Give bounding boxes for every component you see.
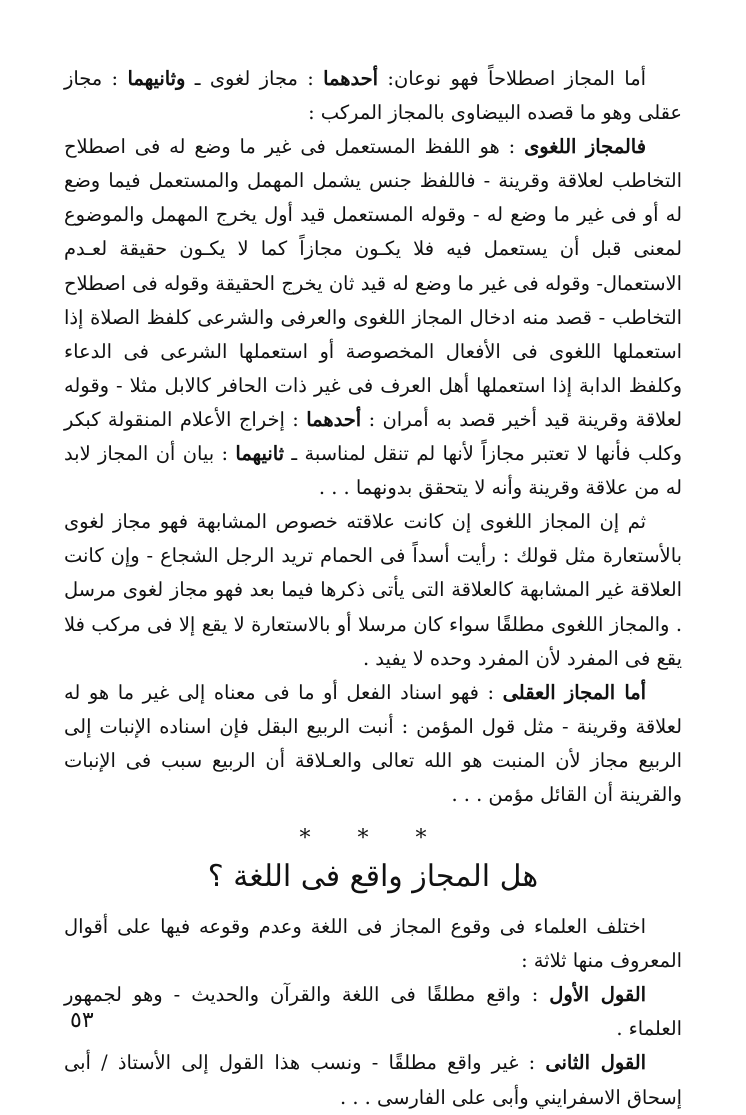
paragraph-first-opinion <box>64 978 682 1046</box>
paragraph-intro <box>64 62 682 130</box>
metaphor-types-text: ثم إن المجاز اللغوى إن كانت علاقته خصوص المشابهة فهو مجاز لغوى بالأستعارة مثل قولك : رأيت أسداً فى الحمام تريد الرجل الشجاع - وإن كانت العلاقة غير المشابهة كالعلاقة التى يأتى ذكرها فيما بعد فهو مجاز لغوى مرسل . والمجاز اللغوى مطلقًا سواء كان مرسلا أو بالاستعارة لا يقع إلا فى مركب فلا يقع فى المفرد لأن المفرد وحده لا يفيد . <box>64 510 682 670</box>
term-rational-metaphor: أما المجاز العقلى <box>502 680 646 704</box>
paragraph-scholars-disagreement <box>64 910 682 978</box>
section-heading: هل المجاز واقع فى اللغة ؟ <box>207 859 539 895</box>
term-second: وثانيهما <box>127 67 186 90</box>
second-opinion-text: : غير واقع مطلقًا - ونسب هذا القول إلى الأستاذ / أبى إسحاق الاسفرايني وأبى على الفارسى . . . <box>64 1051 682 1109</box>
paragraph-linguistic-metaphor <box>64 130 682 505</box>
linguistic-definition-text: : هو اللفظ المستعمل فى غير ما وضع له فى اصطلاح التخاطب لعلاقة وقرينة - فاللفظ جنس يشمل المهمل والمستعمل فيما وضع له أو فى غير ما وضع له - وقوله المستعمل قيد أول يخرج المهمل والموضوع لمعنى قبل أن يستعمل فيه فلا يكـون مجازاً كما لا يكـون حقيقة لعـدم الاستعمال- وقوله فى غير ما وضع له قيد ثان يخرج الحقيقة وقوله فى اصطلاح التخاطب - قصد منه ادخال المجاز اللغوى والعرفى والشرعى كلفظ الصلاة إذا استعملها اللغوى فى الأفعال المخصوصة أو استعملها الشرعى فى الدعاء وكلفظ الدابة إذا استعملها أهل العرف فى غير ذات الحافر كالابل مثلا - وقوله لعلاقة وقرينة قيد أخير قصد به أمران : <box>64 135 682 431</box>
paragraph-second-opinion <box>64 1046 682 1114</box>
first-opinion-text: : واقع مطلقًا فى اللغة والقرآن والحديث - وهو لجمهور العلماء . <box>64 983 682 1041</box>
term-first-matter: أحدهما <box>306 407 362 431</box>
paragraph-rational-metaphor <box>64 676 682 812</box>
intro-text-2: : مجاز لغوى ـ <box>185 67 324 90</box>
paragraph-metaphor-types <box>64 505 682 675</box>
disagreement-text: اختلف العلماء فى وقوع المجاز فى اللغة وعدم وقوعه فيها على أقوال المعروف منها ثلاثة : <box>64 915 682 973</box>
intro-text: أما المجاز اصطلاحاً فهو نوعان: <box>378 67 646 90</box>
first-matter-text: : إخراج الأعلام المنقولة كبكر وكلب فأنها لا تعتبر مجازاً لأنها لم تنقل لمناسبة ـ <box>64 407 682 466</box>
second-matter-text: : بيان أن المجاز لابد له من علاقة وقرينة وأنه لا يتحقق بدونهما . . . <box>64 442 682 500</box>
intro-text-3: : مجاز عقلى وهو ما قصده البيضاوى بالمجاز المركب : <box>64 67 682 125</box>
term-linguistic-metaphor: فالمجاز اللغوى <box>524 135 646 159</box>
term-first: أحدهما <box>323 67 379 90</box>
section-divider-stars: * * * <box>299 826 447 852</box>
term-first-opinion: القول الأول <box>549 983 646 1007</box>
term-second-opinion: القول الثانى <box>545 1051 646 1075</box>
term-second-matter: ثانيهما <box>235 442 285 466</box>
page-number: ٥٣ <box>70 1008 94 1033</box>
rational-definition-text: : فهو اسناد الفعل أو ما فى معناه إلى غير ما هو له لعلاقة وقرينة - مثل قول المؤمن : أنبت الربيع البقل فإن اسناده الإنبات إلى الربيع مجاز لأن المنبت هو الله تعالى والعـلاقة أن الربيع سبب فى الإنبات والقرينة أن القائل مؤمن . . . <box>64 680 682 806</box>
